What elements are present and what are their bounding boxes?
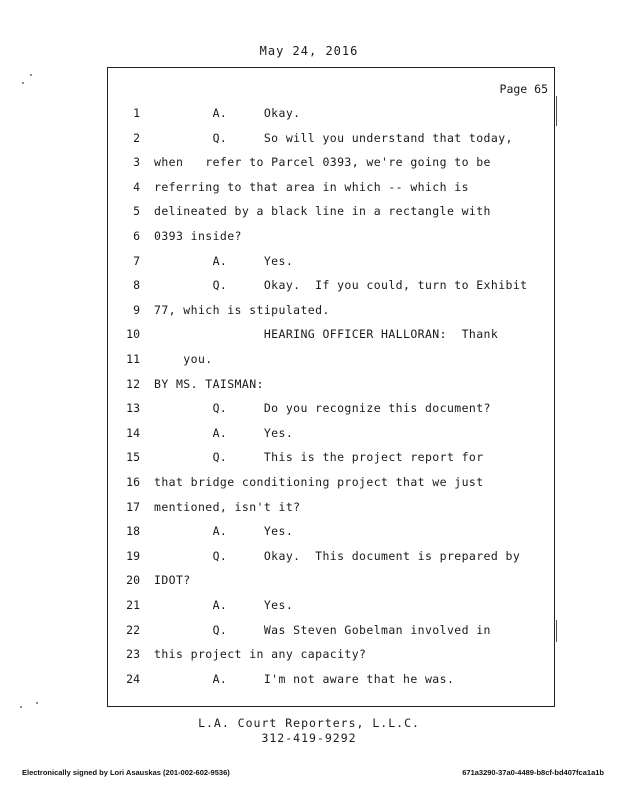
line-number: 7 <box>133 253 140 268</box>
transcript-line-text: Q. Do you recognize this document? <box>154 401 491 416</box>
line-number: 5 <box>133 204 140 219</box>
line-number: 23 <box>126 647 140 662</box>
line-number: 18 <box>126 524 140 539</box>
transcript-line-text: Q. So will you understand that today, <box>154 130 513 145</box>
line-number: 8 <box>133 278 140 293</box>
scan-artifact <box>30 74 32 76</box>
line-number: 20 <box>126 573 140 588</box>
line-number: 16 <box>126 475 140 489</box>
transcript-line-text: A. Okay. <box>154 106 301 120</box>
line-number: 12 <box>126 376 140 391</box>
line-number: 2 <box>133 130 140 145</box>
transcript-line-text: referring to that area in which -- which is <box>154 179 469 194</box>
page-date-header: May 24, 2016 <box>259 44 359 58</box>
scan-edge-mark <box>556 96 557 126</box>
line-number: 17 <box>126 499 140 514</box>
court-reporter-phone: 312-419-9292 <box>261 731 357 745</box>
transcript-line-text: A. I'm not aware that he was. <box>154 671 455 686</box>
transcript-line-text: that bridge conditioning project that we just <box>154 475 484 489</box>
scan-artifact <box>22 82 24 84</box>
line-number: 21 <box>126 598 140 612</box>
transcript-line-text: when refer to Parcel 0393, we're going to be <box>154 155 491 170</box>
transcript-line-text: delineated by a black line in a rectangle with <box>154 204 491 219</box>
transcript-line-text: this project in any capacity? <box>154 647 367 662</box>
transcript-line-text: A. Yes. <box>154 253 294 268</box>
scan-edge-mark <box>556 620 557 642</box>
line-number: 13 <box>126 401 140 416</box>
transcript-line-text: Q. Was Steven Gobelman involved in <box>154 622 491 637</box>
line-number: 1 <box>133 106 140 120</box>
transcript-line-text: Q. This is the project report for <box>154 450 484 465</box>
line-number: 14 <box>126 425 140 440</box>
court-reporter-name: L.A. Court Reporters, L.L.C. <box>198 716 420 730</box>
line-number: 10 <box>126 327 140 342</box>
transcript-line-text: IDOT? <box>154 573 191 588</box>
scan-artifact <box>20 706 22 708</box>
transcript-line-text: BY MS. TAISMAN: <box>154 376 264 391</box>
line-number: 24 <box>126 671 140 686</box>
transcript-line-text: A. Yes. <box>154 598 294 612</box>
page-number-label: Page 65 <box>499 82 548 96</box>
line-number: 4 <box>133 179 140 194</box>
transcript-line-text: 77, which is stipulated. <box>154 302 330 317</box>
transcript-line-text: A. Yes. <box>154 524 294 539</box>
line-number: 3 <box>133 155 140 170</box>
transcript-line-text: HEARING OFFICER HALLORAN: Thank <box>154 327 499 342</box>
scan-artifact <box>36 702 38 704</box>
line-number: 6 <box>133 229 140 243</box>
transcript-line-text: A. Yes. <box>154 425 294 440</box>
document-id: 671a3290-37a0-4489-b8cf-bd407fca1a1b <box>462 768 604 777</box>
transcript-frame <box>107 67 555 707</box>
line-number: 19 <box>126 548 140 563</box>
line-number: 11 <box>126 352 140 366</box>
transcript-line-text: mentioned, isn't it? <box>154 499 301 514</box>
electronic-signature-note: Electronically signed by Lori Asauskas (201-002-602-9536) <box>22 768 230 777</box>
transcript-line-text: Q. Okay. If you could, turn to Exhibit <box>154 278 528 293</box>
line-number: 22 <box>126 622 140 637</box>
line-number: 15 <box>126 450 140 465</box>
line-number: 9 <box>133 302 140 317</box>
transcript-line-text: Q. Okay. This document is prepared by <box>154 548 521 563</box>
transcript-line-text: you. <box>154 352 213 366</box>
transcript-line-text: 0393 inside? <box>154 229 242 243</box>
